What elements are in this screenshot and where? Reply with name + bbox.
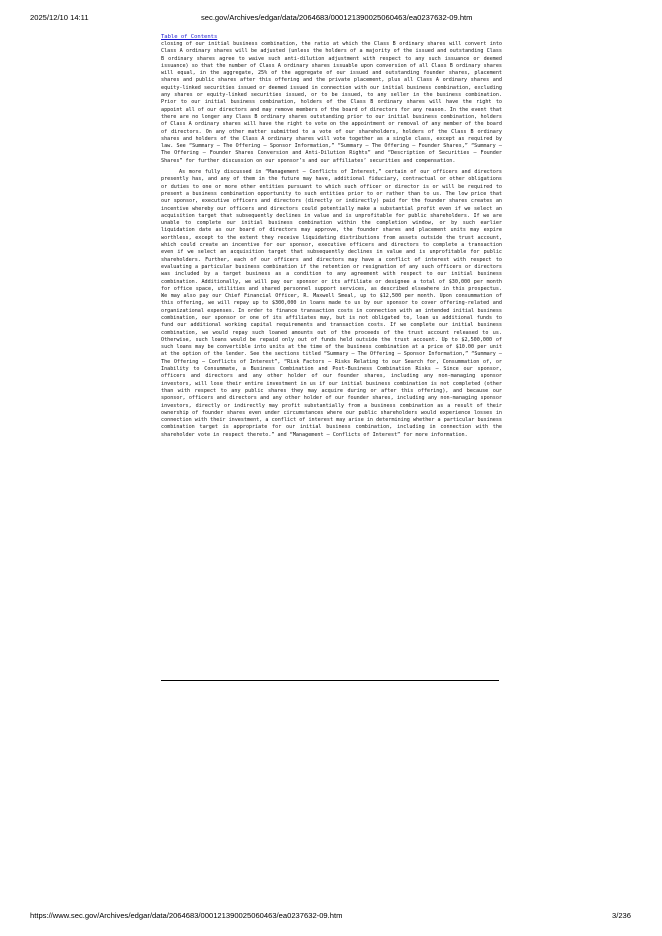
print-page-number: 3/236 — [612, 911, 632, 920]
print-datetime: 2025/12/10 14:11 — [30, 13, 89, 22]
page-bottom-rule — [161, 680, 499, 681]
print-footer-url: https://www.sec.gov/Archives/edgar/data/2064683/000121390025060463/ea0237632-09.htm — [30, 911, 343, 920]
paragraph-class-b-conversion: closing of our initial business combination, the ratio at which the Class B ordinary shares will convert into Class A ordinary shares will be adjusted (unless the holders of a majority of the issued and outstanding Class B ordinary shares agree to waive such anti-dilution adjustment with respect to any such issuance or deemed issuance) so that the number of Class A ordinary shares issuable upon conversion of all Class B ordinary shares will equal, in the aggregate, 25% of the aggregate of our issued and outstanding founder shares, placement shares and public shares after this offering and the private placement, plus all Class A ordinary shares and equity-linked securities issued or deemed issued in connection with our initial business combination, excluding any shares or equity-linked securities issued, or to be issued, to any seller in the business combination. Prior to our initial business combination, holders of the Class B ordinary shares will have the right to appoint all of our directors and may remove members of the board of directors for any reason. In the event that there are no longer any Class B ordinary shares outstanding prior to our initial business combination, holders of Class A ordinary shares will have the right to vote on the appointment or removal of any member of the board of directors. On any other matter submitted to a vote of our shareholders, holders of the Class B ordinary shares and holders of the Class A ordinary shares will vote together as a single class, except as required by law. See “Summary — The Offering — Sponsor Information,” “Summary — The Offering — Founder Shares,” “Summary — The Offering — Founder Shares Conversion and Anti-Dilution Rights” and “Description of Securities — Founder Shares” for further discussion on our sponsor’s and our affiliates’ securities and compensation. — [161, 41, 502, 164]
document-body — [161, 33, 502, 439]
table-of-contents-link[interactable]: Table of Contents — [161, 34, 218, 40]
print-header-url: sec.gov/Archives/edgar/data/2064683/000121390025060463/ea0237632-09.htm — [201, 13, 473, 22]
paragraph-conflicts-of-interest: As more fully discussed in “Management — Conflicts of Interest,” certain of our officers and directors presently has, and any of them in the future may have, additional fiduciary, contractual or other obligations or duties to one or more other entities pursuant to which such officer or director is or will be required to present a business combination opportunity to such entities prior to or rather than to us. The low price that our sponsor, executive officers and directors (directly or indirectly) paid for the founder shares creates an incentive whereby our officers and directors could potentially make a substantial profit even if we select an acquisition target that subsequently declines in value and is unprofitable for public shareholders. If we are unable to complete our initial business combination within the completion window, or by such earlier liquidation date as our board of directors may approve, the founder shares and placement units may expire worthless, except to the extent they receive liquidating distributions from assets outside the trust account, which could create an incentive for our sponsor, executive officers and directors to complete a transaction even if we select an acquisition target that subsequently declines in value and is unprofitable for public shareholders. Further, each of our officers and directors may have a conflict of interest with respect to evaluating a particular business combination if the retention or resignation of any such officers or directors was included by a target business as a condition to any agreement with respect to our initial business combination. Additionally, we will pay our sponsor or its affiliate or designee a total of $30,000 per month for office space, utilities and shared personnel support services, as described elsewhere in this prospectus. We may also pay our Chief Financial Officer, R. Maxwell Smeal, up to $12,500 per month. Upon consummation of this offering, we will repay up to $300,000 in loans made to us by our sponsor to cover offering-related and organizational expenses. In order to finance transaction costs in connection with an intended initial business combination, our sponsor or one of its affiliates may, but is not obligated to, loan us additional funds to fund our additional working capital requirements and transaction costs. If we complete our initial business combination, we would repay such loaned amounts out of the proceeds of the trust account released to us. Otherwise, such loans would be repaid only out of funds held outside the trust account. Up to $2,500,000 of such loans may be convertible into units at the time of the business combination at a price of $10.00 per unit at the option of the lender. See the sections titled “Summary — The Offering — Sponsor Information,” “Summary — The Offering — Conflicts of Interest”, “Risk Factors — Risks Relating to our Search for, Consummation of, or Inability to Consummate, a Business Combination and Post-Business Combination Risks — Since our sponsor, officers and directors and any other holder of our founder shares, including any non-managing sponsor investors, will lose their entire investment in us if our initial business combination is not completed (other than with respect to any public shares they may acquire during or after this offering), and because our sponsor, officers and directors and any other holder of our founder shares, including any non-managing sponsor investors, directly or indirectly may profit substantially from a business combination as a result of their ownership of founder shares even under circumstances where our public shareholders would experience losses in connection with their investment, a conflict of interest may arise in determining whether a particular business combination target is appropriate for our initial business combination, including in connection with the shareholder vote in respect thereto.” and “Management — Conflicts of Interest” for more information. — [161, 169, 502, 438]
